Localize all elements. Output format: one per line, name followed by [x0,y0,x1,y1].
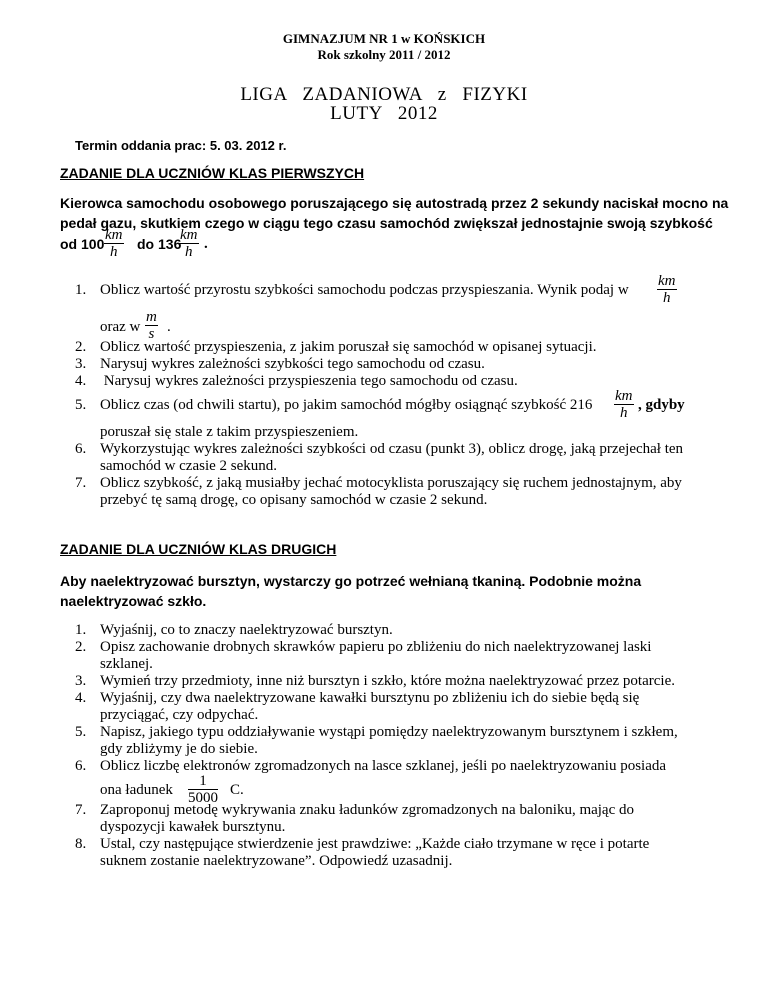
frac-den: h [620,405,628,421]
s1-task-4-num: 4. [75,373,87,389]
frac-num: 1 [188,773,218,790]
frac-den: h [185,244,193,260]
unit-km-per-h-4 [614,388,634,421]
frac-den: h [110,244,118,260]
s2-task-7: Zaproponuj metodę wykrywania znaku ładunków zgromadzonych na baloniku, mając do [100,802,635,818]
s2-task-6-cont-end: C. [230,782,244,798]
s1-task-4: Narysuj wykres zależności przyspieszenia tego samochodu od czasu. [100,373,518,389]
s1-task-5-after [638,397,685,414]
section1-intro-line1: Kierowca samochodu osobowego poruszającego się autostradą przez 2 sekundy naciskał mocno na [60,195,729,211]
s2-task-2: Opisz zachowanie drobnych skrawków papieru po zbliżeniu do nich naelektryzowanej laski [100,639,652,655]
s2-task-4: Wyjaśnij, czy dwa naelektryzowane kawałki bursztynu po zbliżeniu ich do siebie będą się [100,690,640,706]
s2-task-4-num: 4. [75,690,87,706]
s1-task-2: Oblicz wartość przyspieszenia, z jakim poruszał się samochód w opisanej sytuacji. [100,339,597,355]
s1-task-5-after-text: , gdyby [638,397,685,413]
s1-task-5: Oblicz czas (od chwili startu), po jakim samochód mógłby osiągnąć szybkość 216 [100,397,593,413]
s1-task-7-cont: przebyć tę samą drogę, co opisany samochód w czasie 2 sekund. [100,492,488,508]
school-name: GIMNAZJUM NR 1 w KOŃSKICH [282,31,486,46]
intro-from-label: od 100 [60,236,105,252]
frac-num: km [615,388,633,404]
deadline: Termin oddania prac: 5. 03. 2012 r. [75,138,287,153]
unit-m-per-s [145,309,158,342]
section2-intro-line1: Aby naelektryzować bursztyn, wystarczy go potrzeć wełnianą tkaniną. Podobnie można [60,573,642,589]
s2-task-7-num: 7. [75,802,87,818]
s1-task-1-cont-end: . [167,319,171,335]
section1-heading: ZADANIE DLA UCZNIÓW KLAS PIERWSZYCH [60,165,365,181]
intro-to-label: do 136 [137,236,182,252]
s1-task-2-num: 2. [75,339,87,355]
s2-task-1: Wyjaśnij, co to znaczy naelektryzować bursztyn. [100,622,393,638]
section2-intro-line2: naelektryzować szkło. [60,593,207,609]
s2-task-7-cont: dyspozycji kawałek bursztynu. [100,819,286,835]
s1-task-1-num: 1. [75,282,87,298]
frac-den: s [148,326,155,342]
s2-task-3: Wymień trzy przedmioty, inne niż bursztyn i szkło, które można naelektryzować przez potarcie. [100,673,675,689]
s2-task-6-num: 6. [75,758,87,774]
school-year: Rok szkolny 2011 / 2012 [317,47,451,62]
frac-num: km [180,227,198,243]
section1-intro [60,193,729,233]
s1-task-7: Oblicz szybkość, z jaką musiałby jechać motocyklista poruszający się ruchem jednostajnym, aby [100,475,682,491]
frac-num: m [146,309,157,325]
s2-task-5-num: 5. [75,724,87,740]
s2-task-5-cont: gdy zbliżymy je do siebie. [100,741,258,757]
s1-task-5-num: 5. [75,397,87,413]
s1-task-5-cont: poruszał się stale z takim przyspieszeniem. [100,424,359,440]
frac-num: km [658,273,676,289]
section2-heading: ZADANIE DLA UCZNIÓW KLAS DRUGICH [60,541,337,557]
s2-task-2-cont: szklanej. [100,656,153,672]
unit-km-per-h-1 [104,227,124,260]
s1-task-6-num: 6. [75,441,87,457]
s2-task-3-num: 3. [75,673,87,689]
s2-task-2-num: 2. [75,639,87,655]
s2-task-6-cont: ona ładunek [100,782,173,798]
s1-task-7-num: 7. [75,475,87,491]
s1-task-1: Oblicz wartość przyrostu szybkości samochodu podczas przyspieszania. Wynik podaj w [100,282,629,298]
unit-km-per-h-2 [179,227,199,260]
s2-task-5: Napisz, jakiego typu oddziaływanie wystąpi pomiędzy naelektryzowanym bursztynem i szkłem, [100,724,678,740]
frac-den: 5000 [188,790,218,806]
s1-task-6: Wykorzystując wykres zależności szybkości od czasu (punkt 3), oblicz drogę, jaką przejechał ten [100,441,684,457]
s2-task-8-num: 8. [75,836,87,852]
s2-task-8-cont: suknem zostanie naelektryzowane”. Odpowiedź uzasadnij. [100,853,453,869]
s2-task-1-num: 1. [75,622,87,638]
title-line-2: LUTY 2012 [330,103,438,124]
section2-intro [60,571,720,611]
s1-task-6-cont: samochód w czasie 2 sekund. [100,458,278,474]
frac-num: km [105,227,123,243]
s1-task-3-num: 3. [75,356,87,372]
s2-task-4-cont: przyciągać, czy odpychać. [100,707,259,723]
s1-task-3: Narysuj wykres zależności szybkości tego samochodu od czasu. [100,356,485,372]
unit-km-per-h-3 [657,273,677,306]
title-line-1: LIGA ZADANIOWA z FIZYKI [240,84,528,105]
section1-intro-line2: pedał gazu, skutkiem czego w ciągu tego czasu samochód zwiększał jednostajnie swoją szybkość [60,215,713,231]
frac-den: h [663,290,671,306]
s2-task-8: Ustal, czy następujące stwierdzenie jest prawdziwe: „Każde ciało trzymane w ręce i potarte [100,836,650,852]
s2-task-6: Oblicz liczbę elektronów zgromadzonych na lasce szklanej, jeśli po naelektryzowaniu posiada [100,758,667,774]
s1-task-1-cont: oraz w [100,319,141,335]
intro-end: . [204,236,208,252]
